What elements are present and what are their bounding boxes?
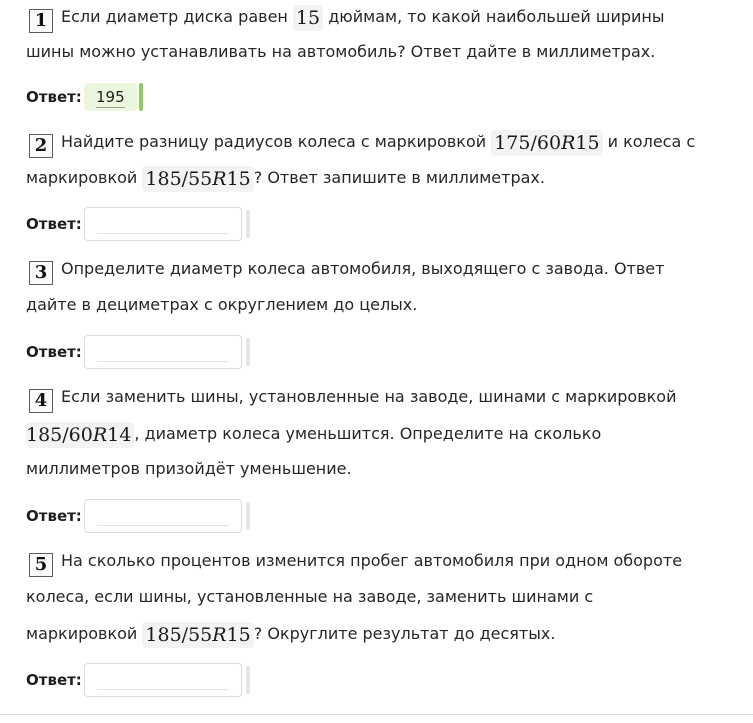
answer-input-3[interactable] bbox=[84, 335, 242, 369]
question-5-line-1 bbox=[26, 550, 682, 577]
question-text: Найдите разницу радиусов колеса с маркировкой bbox=[61, 132, 492, 151]
question-3-line-1 bbox=[26, 258, 664, 285]
answer-label: Ответ: bbox=[26, 88, 82, 106]
answer-input-1[interactable] bbox=[84, 83, 137, 111]
task-number-badge: 3 bbox=[29, 261, 53, 285]
math-expression bbox=[142, 166, 253, 192]
answer-status-indicator bbox=[246, 666, 250, 694]
math-part: 185/55 bbox=[145, 624, 213, 646]
question-1-line-1 bbox=[26, 5, 665, 33]
math-part: R bbox=[92, 424, 108, 446]
math-part: R bbox=[561, 132, 576, 154]
math-expression bbox=[142, 622, 253, 648]
question-1-line-2: шины можно устанавливать на автомобиль? Ответ дайте в миллиметрах. bbox=[26, 42, 656, 61]
task-number-badge: 2 bbox=[29, 134, 53, 158]
question-text: Если заменить шины, установленные на заводе, шинами с маркировкой bbox=[61, 387, 677, 406]
answer-label: Ответ: bbox=[26, 343, 82, 361]
math-part: R bbox=[212, 168, 227, 190]
math-expression bbox=[26, 422, 134, 448]
math-part: 175/60 bbox=[494, 132, 562, 154]
bottom-divider bbox=[0, 714, 753, 715]
answer-label: Ответ: bbox=[26, 507, 82, 525]
question-2-line-2 bbox=[26, 166, 545, 192]
question-4-line-2 bbox=[26, 422, 601, 448]
math-part: R bbox=[212, 624, 227, 646]
answer-label: Ответ: bbox=[26, 671, 82, 689]
math-part: 14 bbox=[107, 424, 132, 446]
question-text: маркировкой bbox=[26, 624, 143, 643]
question-2-line-1 bbox=[26, 130, 695, 158]
task-number-badge: 4 bbox=[29, 389, 53, 413]
answer-input-5[interactable] bbox=[84, 663, 242, 697]
answer-status-indicator bbox=[246, 338, 250, 366]
answer-label: Ответ: bbox=[26, 215, 82, 233]
question-text: ? Округлите результат до десятых. bbox=[253, 624, 556, 643]
question-4-line-3: миллиметров призойдёт уменьшение. bbox=[26, 459, 352, 478]
question-text: и колеса с bbox=[602, 132, 696, 151]
math-part: 15 bbox=[226, 168, 251, 190]
question-text: ? Ответ запишите в миллиметрах. bbox=[253, 168, 545, 187]
answer-input-4[interactable] bbox=[84, 499, 242, 533]
answer-status-indicator bbox=[139, 83, 143, 111]
question-text: дюймам, то какой наибольшей ширины bbox=[323, 7, 665, 26]
question-5-line-2: колеса, если шины, установленные на заводе, заменить шинами с bbox=[26, 587, 594, 606]
math-expression: 15 bbox=[293, 5, 323, 31]
answer-value: 195 bbox=[96, 88, 125, 106]
question-3-line-2: дайте в дециметрах с округлением до целых. bbox=[26, 295, 418, 314]
math-part: 185/60 bbox=[26, 424, 93, 446]
question-text: маркировкой bbox=[26, 168, 143, 187]
math-expression bbox=[491, 130, 602, 156]
math-part: 15 bbox=[575, 132, 600, 154]
question-5-line-3 bbox=[26, 622, 555, 648]
question-text: Определите диаметр колеса автомобиля, выходящего с завода. Ответ bbox=[61, 259, 665, 278]
answer-status-indicator bbox=[246, 502, 250, 530]
question-4-line-1 bbox=[26, 386, 677, 413]
task-number-badge: 1 bbox=[29, 9, 53, 33]
math-part: 15 bbox=[226, 624, 251, 646]
answer-status-indicator bbox=[246, 210, 250, 238]
question-text: , диаметр колеса уменьшится. Определите на сколько bbox=[134, 424, 602, 443]
question-text: На сколько процентов изменится пробег автомобиля при одном обороте bbox=[61, 551, 683, 570]
math-part: 185/55 bbox=[145, 168, 213, 190]
answer-input-2[interactable] bbox=[84, 207, 242, 241]
question-text: Если диаметр диска равен bbox=[61, 7, 293, 26]
task-number-badge: 5 bbox=[29, 553, 53, 577]
